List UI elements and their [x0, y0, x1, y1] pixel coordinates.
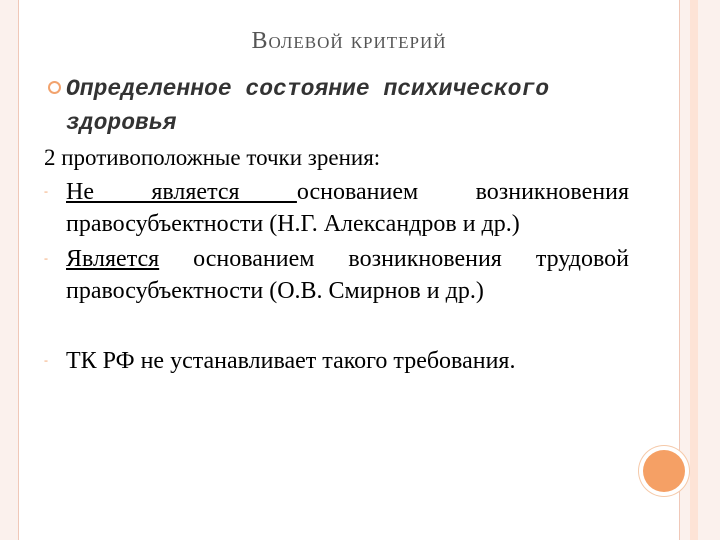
item-text: основанием возникновения трудовой правосубъектности (О.В. Смирнов и др.) — [66, 246, 629, 304]
item-emphasis: Является — [66, 246, 160, 272]
list-item — [44, 243, 629, 307]
item-emphasis: Не является — [66, 179, 297, 205]
slide — [18, 0, 680, 540]
decorative-circle-icon — [643, 450, 685, 492]
dash-bullet-icon: - — [44, 251, 48, 265]
slide-title: Волевой критерий — [251, 28, 447, 54]
dash-bullet-icon: - — [44, 353, 48, 367]
left-border — [18, 0, 19, 540]
main-point-text: Определенное состояние психического здоровья — [66, 76, 550, 136]
list-item — [44, 176, 629, 240]
item-text: основанием возникновения правосубъектности (Н.Г. Александров и др.) — [66, 179, 629, 237]
dash-bullet-icon: - — [44, 184, 48, 198]
list-item — [44, 345, 629, 377]
intro-text: 2 противоположные точки зрения: — [44, 145, 381, 170]
ring-bullet-icon — [48, 81, 61, 94]
main-point — [44, 72, 629, 140]
decorative-stripe — [690, 0, 698, 540]
item-text: ТК РФ не устанавливает такого требования. — [66, 348, 516, 374]
slide-body — [44, 72, 629, 377]
